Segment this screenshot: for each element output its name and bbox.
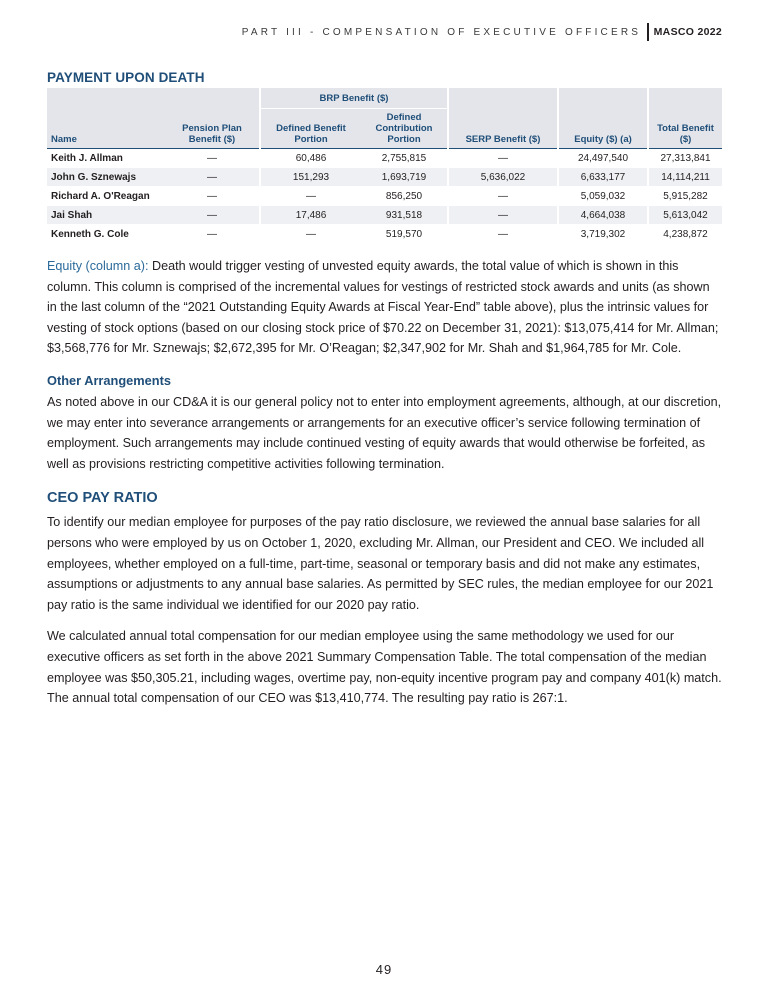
main-content bbox=[47, 70, 722, 709]
th-pension: Pension Plan Benefit ($) bbox=[165, 109, 260, 149]
cell-defined-benefit: — bbox=[260, 225, 361, 244]
equity-note-text: Death would trigger vesting of unvested equity awards, the total value of which is shown in this column. This column is comprised of the incremental values for vestings of restricted stock awards and units (as shown in the last column of the “2021 Outstanding Equity Awards at Fiscal Year-End” table above), plus the intrinsic values for vesting of stock options (based on our closing stock price of $70.22 on December 31, 2021): $13,075,414 for Mr. Allman; $3,568,776 for Mr. Sznewajs; $2,672,395 for Mr. O’Reagan; $2,347,902 for Mr. Shah and $1,964,785 for Mr. Cole. bbox=[47, 259, 719, 356]
cell-equity: 4,664,038 bbox=[558, 206, 648, 225]
cell-serp: — bbox=[448, 225, 558, 244]
th-defined-benefit: Defined Benefit Portion bbox=[260, 109, 361, 149]
table-row bbox=[47, 187, 722, 206]
cell-defined-contribution: 2,755,815 bbox=[361, 149, 448, 168]
table-row bbox=[47, 149, 722, 168]
cell-total: 4,238,872 bbox=[648, 225, 722, 244]
cell-name: Jai Shah bbox=[47, 206, 165, 225]
table-row bbox=[47, 206, 722, 225]
cell-defined-benefit: 151,293 bbox=[260, 168, 361, 187]
cell-equity: 24,497,540 bbox=[558, 149, 648, 168]
cell-pension: — bbox=[165, 206, 260, 225]
cell-name: Kenneth G. Cole bbox=[47, 225, 165, 244]
payment-upon-death-table bbox=[47, 88, 722, 244]
cell-serp: — bbox=[448, 149, 558, 168]
cell-defined-benefit: 17,486 bbox=[260, 206, 361, 225]
cell-serp: 5,636,022 bbox=[448, 168, 558, 187]
other-arrangements-text: As noted above in our CD&A it is our general policy not to enter into employment agreements, although, at our discretion, we may enter into severance arrangements or arrangements for an executive officer’s service following termination of employment. Such arrangements may include continued vesting of equity awards that would otherwise be forfeited, as well as provisions restricting competitive activities following termination. bbox=[47, 394, 722, 471]
cell-name: Richard A. O'Reagan bbox=[47, 187, 165, 206]
cell-equity: 6,633,177 bbox=[558, 168, 648, 187]
th-spacer bbox=[448, 88, 558, 109]
th-equity: Equity ($) (a) bbox=[558, 109, 648, 149]
payment-upon-death-title: PAYMENT UPON DEATH bbox=[47, 70, 205, 85]
cell-pension: — bbox=[165, 187, 260, 206]
cell-total: 14,114,211 bbox=[648, 168, 722, 187]
cell-equity: 3,719,302 bbox=[558, 225, 648, 244]
cell-defined-contribution: 519,570 bbox=[361, 225, 448, 244]
cell-defined-contribution: 856,250 bbox=[361, 187, 448, 206]
th-defined-contribution: Defined Contribution Portion bbox=[361, 109, 448, 149]
cell-equity: 5,059,032 bbox=[558, 187, 648, 206]
cell-defined-benefit: — bbox=[260, 187, 361, 206]
th-brp-group: BRP Benefit ($) bbox=[260, 88, 448, 109]
th-spacer bbox=[648, 88, 722, 109]
table-row bbox=[47, 168, 722, 187]
cell-total: 5,613,042 bbox=[648, 206, 722, 225]
ceo-pay-ratio-paragraph-1: To identify our median employee for purposes of the pay ratio disclosure, we reviewed the annual base salaries for all persons who were employed by us on October 1, 2020, excluding Mr. Allman, our President and CEO. We included all employees, whether employed on a full-time, part-time, seasonal or temporary basis and did not make any estimates, assumptions or adjustments to any annual base salaries. As permitted by SEC rules, the median employee for our 2021 pay ratio is the same individual we identified for our 2020 pay ratio. bbox=[47, 515, 714, 612]
cell-serp: — bbox=[448, 206, 558, 225]
th-name: Name bbox=[47, 109, 165, 149]
page-header bbox=[242, 22, 722, 42]
header-brand: MASCO 2022 bbox=[653, 26, 722, 38]
other-arrangements-title: Other Arrangements bbox=[47, 372, 171, 388]
cell-pension: — bbox=[165, 168, 260, 187]
equity-note-lead: Equity (column a): bbox=[47, 259, 149, 273]
cell-pension: — bbox=[165, 225, 260, 244]
cell-serp: — bbox=[448, 187, 558, 206]
cell-total: 27,313,841 bbox=[648, 149, 722, 168]
equity-note bbox=[47, 256, 722, 359]
cell-defined-benefit: 60,486 bbox=[260, 149, 361, 168]
ceo-pay-ratio-title: CEO PAY RATIO bbox=[47, 490, 158, 507]
ceo-pay-ratio-paragraph-2: We calculated annual total compensation for our median employee using the same methodology we used for our executive officers as set forth in the above 2021 Summary Compensation Table. The total compensation of the median employee was $50,305.21, including wages, overtime pay, non-equity incentive program pay and company 401(k) match. The annual total compensation of our CEO was $13,410,774. The resulting pay ratio is 267:1. bbox=[47, 629, 722, 706]
th-serp: SERP Benefit ($) bbox=[448, 109, 558, 149]
th-spacer bbox=[47, 88, 165, 109]
th-spacer bbox=[558, 88, 648, 109]
header-section-title: PART III - COMPENSATION OF EXECUTIVE OFFICERS bbox=[241, 26, 642, 38]
table-row bbox=[47, 225, 722, 244]
page-number: 49 bbox=[375, 962, 393, 977]
th-total: Total Benefit ($) bbox=[648, 109, 722, 149]
cell-total: 5,915,282 bbox=[648, 187, 722, 206]
th-spacer bbox=[165, 88, 260, 109]
cell-name: John G. Sznewajs bbox=[47, 168, 165, 187]
cell-name: Keith J. Allman bbox=[47, 149, 165, 168]
cell-defined-contribution: 1,693,719 bbox=[361, 168, 448, 187]
cell-pension: — bbox=[165, 149, 260, 168]
cell-defined-contribution: 931,518 bbox=[361, 206, 448, 225]
